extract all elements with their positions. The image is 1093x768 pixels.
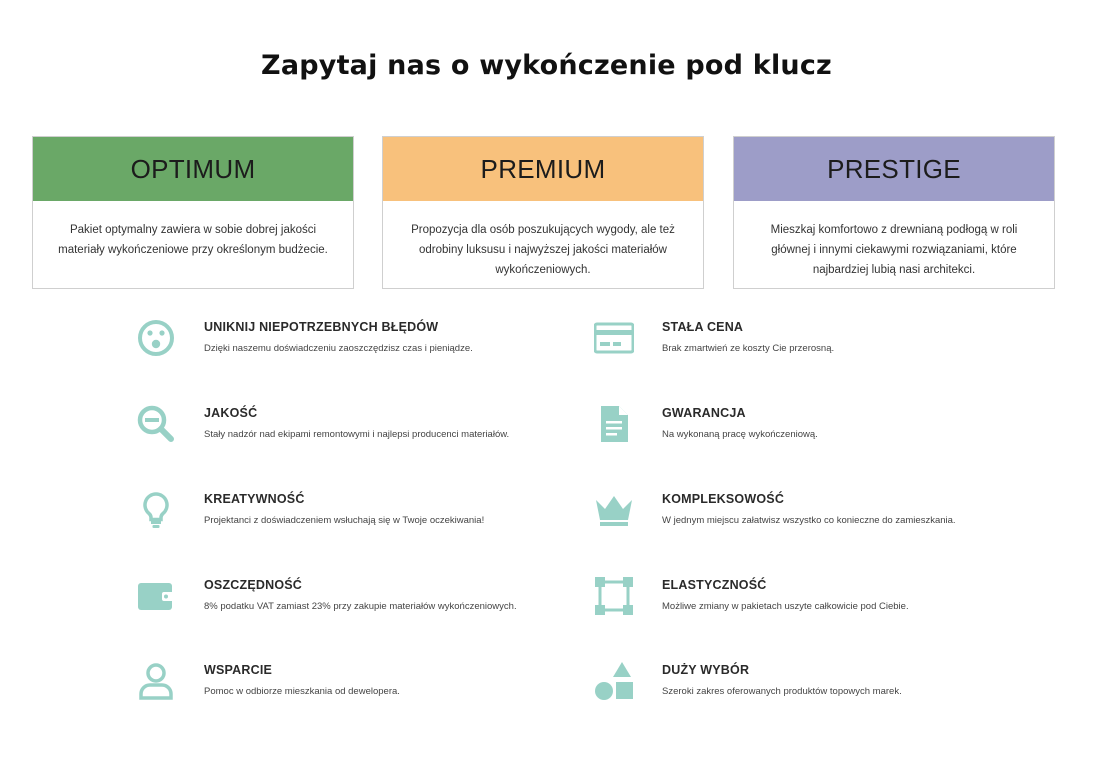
- feature-description: Możliwe zmiany w pakietach uszyte całkowicie pod Ciebie.: [662, 601, 909, 612]
- feature-title: UNIKNIJ NIEPOTRZEBNYCH BŁĘDÓW: [204, 320, 439, 334]
- feature-title: OSZCZĘDNOŚĆ: [204, 578, 303, 592]
- feature-title: GWARANCJA: [662, 406, 746, 420]
- feature-title: KOMPLEKSOWOŚĆ: [662, 492, 785, 506]
- card-description-premium: Propozycja dla osób poszukujących wygody, ale też odrobiny luksusu i najwyższej jakości materiałów wykończeniowych.: [411, 224, 675, 276]
- feature-description: Pomoc w odbiorze mieszkania od dewelopera.: [204, 686, 400, 697]
- package-card-optimum: [32, 136, 354, 289]
- feature-warranty: [594, 404, 1024, 474]
- feature-description: 8% podatku VAT zamiast 23% przy zakupie materiałów wykończeniowych.: [204, 601, 517, 612]
- feature-fixed-price: [594, 318, 1024, 388]
- vector-frame-icon: [594, 576, 634, 616]
- crown-icon: [594, 490, 634, 530]
- wallet-icon: [136, 576, 176, 616]
- card-header-optimum: OPTIMUM: [33, 137, 353, 201]
- user-icon: [136, 661, 176, 701]
- feature-avoid-mistakes: [136, 318, 566, 388]
- feature-title: KREATYWNOŚĆ: [204, 492, 305, 506]
- package-card-premium: [382, 136, 704, 289]
- package-card-prestige: [733, 136, 1055, 289]
- feature-title: JAKOŚĆ: [204, 406, 258, 420]
- light-bulb-icon: [136, 490, 176, 530]
- feature-title: STAŁA CENA: [662, 320, 744, 334]
- feature-title: DUŻY WYBÓR: [662, 663, 750, 677]
- feature-comprehensiveness: [594, 490, 1024, 560]
- feature-description: W jednym miejscu załatwisz wszystko co konieczne do zamieszkania.: [662, 515, 956, 526]
- feature-title: WSPARCIE: [204, 663, 273, 677]
- document-icon: [594, 404, 634, 444]
- shapes-icon: [594, 661, 634, 701]
- feature-description: Dzięki naszemu doświadczeniu zaoszczędzisz czas i pieniądze.: [204, 343, 473, 354]
- feature-creativity: [136, 490, 566, 560]
- card-header-premium: PREMIUM: [383, 137, 703, 201]
- feature-flexibility: [594, 576, 1024, 646]
- feature-title: ELASTYCZNOŚĆ: [662, 578, 767, 592]
- feature-savings: [136, 576, 566, 646]
- page-title: Zapytaj nas o wykończenie pod klucz: [261, 50, 832, 81]
- credit-card-icon: [594, 318, 634, 358]
- surprised-face-icon: [136, 318, 176, 358]
- feature-description: Stały nadzór nad ekipami remontowymi i najlepsi producenci materiałów.: [204, 429, 510, 440]
- card-description-optimum: Pakiet optymalny zawiera w sobie dobrej jakości materiały wykończeniowe przy określonym budżecie.: [58, 224, 328, 256]
- feature-quality: [136, 404, 566, 474]
- feature-description: Projektanci z doświadczeniem wsłuchają się w Twoje oczekiwania!: [204, 515, 485, 526]
- feature-description: Brak zmartwień ze koszty Cie przerosną.: [662, 343, 835, 354]
- feature-description: Szeroki zakres oferowanych produktów topowych marek.: [662, 686, 902, 697]
- zoom-out-magnifier-icon: [136, 404, 176, 444]
- feature-support: [136, 661, 566, 731]
- card-description-prestige: Mieszkaj komfortowo z drewnianą podłogą w roli głównej i innymi ciekawymi rozwiązaniami, które najbardziej lubią nasi architekci.: [770, 224, 1018, 276]
- card-header-prestige: PRESTIGE: [734, 137, 1054, 201]
- feature-description: Na wykonaną pracę wykończeniową.: [662, 429, 818, 440]
- feature-wide-choice: [594, 661, 1024, 731]
